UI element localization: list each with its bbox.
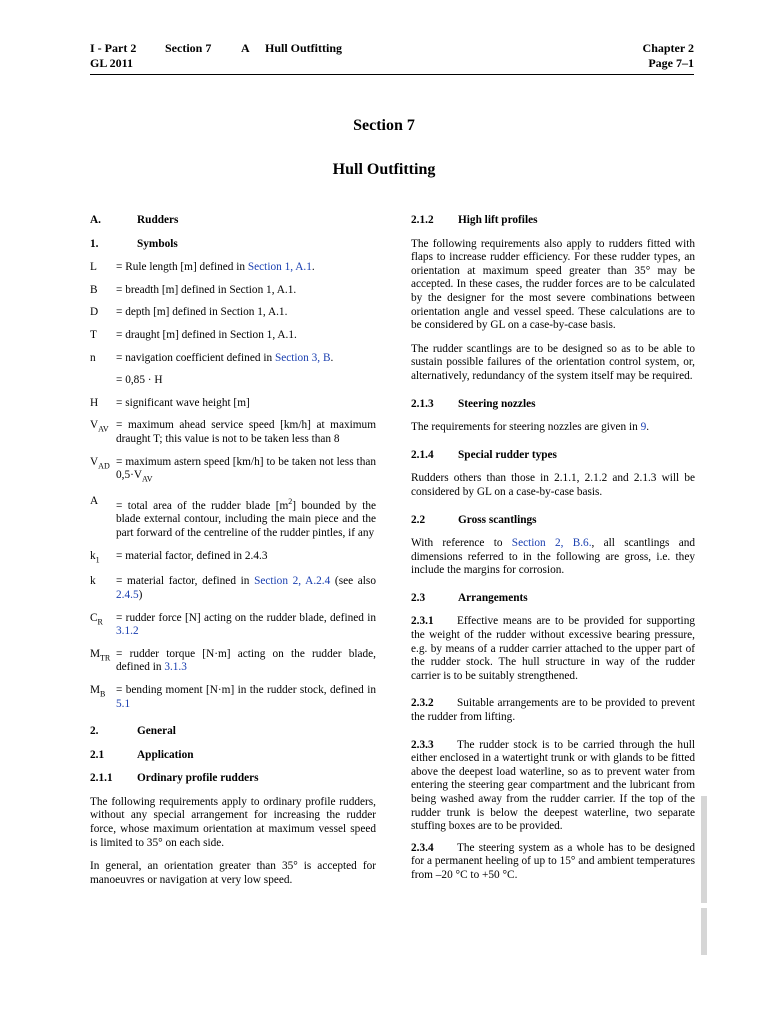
page-header-right — [643, 41, 694, 71]
heading-steering-nozzles: 2.1.3 Steering nozzles — [411, 397, 536, 410]
revision-bar-2-3-4 — [701, 908, 707, 955]
symbol-k: k = material factor, defined in Section 2, A.2.4 (see also 2.4.5) — [90, 575, 376, 601]
symbol-n: n = navigation coefficient defined in Section 3, B. — [90, 351, 334, 364]
heading-gross-scantlings: 2.2 Gross scantlings — [411, 513, 537, 526]
symbol-MB: $M_B$ = bending moment [N·m] in the rudder stock, defined in 5.1 — [90, 683, 376, 710]
symbol-H: H = significant wave height [m] — [90, 396, 250, 409]
section-title: Section 7 — [353, 117, 415, 134]
section-subtitle: Hull Outfitting — [332, 161, 436, 178]
symbol-CR: $C_R$ = rudder force [N] acting on the rudder blade, defined in 3.1.2 — [90, 611, 376, 638]
link-section-3-b[interactable]: Section 3, B — [274, 351, 331, 364]
symbol-B: B = breadth [m] defined in Section 1, A.1. — [90, 283, 297, 296]
link-3-1-2[interactable]: 3.1.2 — [116, 625, 139, 638]
paragraph-2-1-3: The requirements for steering nozzles are given in 9. — [411, 421, 650, 434]
heading-special-rudder-types: 2.1.4 Special rudder types — [411, 448, 557, 461]
symbol-VAV: $V_{AV}$ = maximum ahead service speed [km/h] at maximum draught T; this value is not to be taken less than 8 — [90, 419, 376, 445]
heading-a-rudders: A. Rudders — [90, 214, 179, 226]
symbol-A: A = total area of the rudder blade $[m^2]$ bounded by the blade external contour, including the main piece and the part forward of the centreline of the rudder pintles, if any — [90, 494, 376, 539]
paragraph-2-1-2-a: The following requirements also apply to rudders fitted with flaps to increase rudder efficiency. For these rudder types, an orientation at maximum speed greater than 35° may be accepted. In these cases, the rudder forces are to be calculated by the designer for the most severe combinations between orientation angle and vessel speed. These calculations are to be considered by GL on a case-by-case basis. — [411, 237, 695, 332]
revision-bar-2-3-3 — [701, 796, 707, 903]
link-9[interactable]: 9 — [640, 421, 647, 434]
link-3-1-3[interactable]: 3.1.3 — [164, 661, 187, 674]
link-section-2-a24[interactable]: Section 2, A.2.4 — [254, 575, 331, 588]
paragraph-2-3-2: 2.3.2 Suitable arrangements are to be provided to prevent the rudder from lifting. — [411, 697, 695, 724]
header-section: Section 7 — [165, 41, 212, 55]
paragraph-2-2: With reference to Section 2, B.6., all scantlings and dimensions referred to in the following are gross, i.e. they include the margins for corrosion. — [411, 537, 695, 577]
paragraph-2-1-2-b: The rudder scantlings are to be designed so as to be able to sustain possible failures of the orientation control system, or, alternatively, redundancy of the system itself may be required. — [411, 342, 695, 382]
heading-application: 2.1 Application — [90, 748, 194, 761]
header-gl: GL 2011 — [90, 56, 134, 70]
heading-arrangements: 2.3 Arrangements — [411, 591, 528, 604]
symbol-T: T = draught [m] defined in Section 1, A.1. — [90, 328, 297, 341]
paragraph-2-1-4: Rudders others than those in 2.1.1, 2.1.2 and 2.1.3 will be considered by GL on a case-by-case basis. — [411, 472, 695, 498]
header-rule — [90, 74, 694, 75]
heading-general: 2. General — [90, 725, 176, 738]
paragraph-2-1-1-b: In general, an orientation greater than 35° is accepted for manoeuvres or navigation at very low speed. — [90, 860, 376, 886]
symbol-D: D = depth [m] defined in Section 1, A.1. — [90, 306, 288, 319]
link-section-1-a1[interactable]: Section 1, A.1 — [247, 261, 312, 274]
symbol-L: L = Rule length [m] defined in Section 1, A.1. — [90, 261, 315, 274]
symbol-n-formula: = 0,85 · H — [116, 374, 163, 387]
paragraph-2-3-4: 2.3.4 The steering system as a whole has to be designed for a permanent heeling of up to 15° and ambient temperatures from –20 °C to +50 °C. — [411, 841, 695, 881]
heading-symbols: 1. Symbols — [90, 237, 178, 250]
header-part: I - Part 2 — [90, 41, 137, 55]
header-page: Page 7–1 — [648, 56, 694, 70]
page-header-left — [90, 41, 342, 71]
paragraph-2-3-1: 2.3.1 Effective means are to be provided for supporting the weight of the rudder without excessive bearing pressure, e.g. by means of a rudder carrier attached to the upper part of the rudder stock. The hull structure in way of the rudder carrier is to be suitably strengthened. — [411, 615, 695, 682]
symbol-MTR: $M_{TR}$ = rudder torque [N·m] acting on the rudder blade, defined in 3.1.3 — [90, 647, 376, 674]
header-chapter: Chapter 2 — [642, 41, 694, 55]
link-section-2-b6[interactable]: Section 2, B.6. — [511, 537, 592, 550]
link-2-4-5[interactable]: 2.4.5 — [116, 588, 139, 601]
header-letter: A — [241, 41, 250, 55]
link-5-1[interactable]: 5.1 — [116, 697, 131, 710]
heading-high-lift-profiles: 2.1.2 High lift profiles — [411, 214, 538, 226]
left-column — [90, 214, 376, 897]
paragraph-2-1-1-a: The following requirements apply to ordinary profile rudders, without any special arrangement for increasing the rudder force, whose maximum orientation at maximum vessel speed is limited to 35° on each side. — [90, 795, 376, 849]
symbol-k1: $k_1$ = material factor, defined in 2.4.3 — [90, 549, 268, 564]
symbol-VAD: $V_{AD}$ = maximum astern speed [km/h] to be taken not less than $0,5\cdot V_{AV}$ — [90, 455, 376, 484]
heading-ordinary-profile-rudders: 2.1.1 Ordinary profile rudders — [90, 772, 259, 785]
header-title: Hull Outfitting — [265, 41, 343, 55]
paragraph-2-3-3: 2.3.3 The rudder stock is to be carried through the hull either enclosed in a watertight trunk or with glands to be fitted above the deepest load waterline, so as to prevent water from entering the steering gear compartment and the lubricant from being washed away from the rudder carrier. If the top of the rudder trunk is below the deepest waterline, two separate stuffing boxes are to be provided. — [411, 738, 695, 833]
right-column — [411, 214, 695, 893]
